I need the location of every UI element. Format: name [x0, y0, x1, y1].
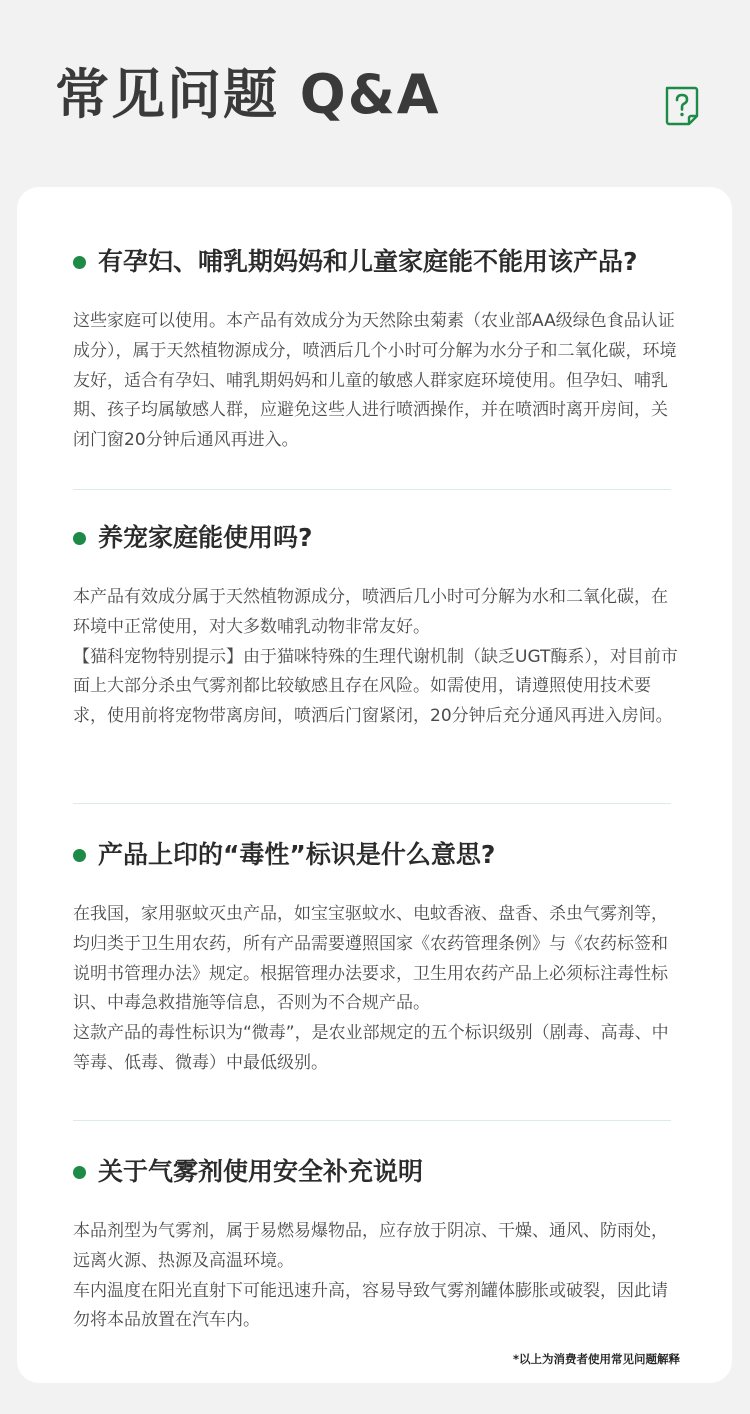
- faq-question-text: 有孕妇、哺乳期妈妈和儿童家庭能不能用该产品?: [98, 247, 638, 276]
- faq-question: [73, 247, 683, 277]
- divider: [73, 803, 671, 804]
- faq-question-text: 产品上印的“毒性”标识是什么意思?: [98, 840, 496, 869]
- bullet-dot-icon: [73, 256, 86, 269]
- faq-answer: [73, 583, 683, 732]
- faq-item-pregnant-children: [73, 247, 683, 456]
- faq-answer: [73, 307, 683, 456]
- divider: [73, 1120, 671, 1121]
- faq-question: [73, 840, 683, 870]
- faq-answer-paragraph: 本品剂型为气雾剂，属于易燃易爆物品，应存放于阴凉、干燥、通风、防雨处，远离火源、热源及高温环境。: [73, 1221, 668, 1271]
- faq-question-text: 养宠家庭能使用吗?: [98, 523, 313, 552]
- faq-answer-paragraph: 这些家庭可以使用。本产品有效成分为天然除虫菊素（农业部AA级绿色食品认证成分），属于天然植物源成分，喷洒后几个小时可分解为水分子和二氧化碳，环境友好，适合有孕妇、哺乳期妈妈和儿童的敏感人群家庭环境使用。但孕妇、哺乳期、孩子均属敏感人群，应避免这些人进行喷洒操作，并在喷洒时离开房间，关闭门窗20分钟后通风再进入。: [73, 311, 677, 451]
- faq-answer: [73, 900, 683, 1079]
- faq-question: [73, 523, 683, 553]
- faq-answer-paragraph: 车内温度在阳光直射下可能迅速升高，容易导致气雾剂罐体膨胀或破裂，因此请勿将本品放置在汽车内。: [73, 1280, 668, 1331]
- faq-question-text: 关于气雾剂使用安全补充说明: [98, 1157, 424, 1186]
- question-document-icon: [664, 86, 700, 126]
- faq-item-pets: [73, 523, 683, 732]
- bullet-dot-icon: [73, 849, 86, 862]
- faq-card: [17, 187, 732, 1383]
- faq-answer-paragraph: 在我国，家用驱蚊灭虫产品，如宝宝驱蚊水、电蚊香液、盘香、杀虫气雾剂等，均归类于卫生用农药，所有产品需要遵照国家《农药管理条例》与《农药标签和说明书管理办法》规定。根据管理办法要求，卫生用农药产品上必须标注毒性标识、中毒急救措施等信息，否则为不合规产品。: [73, 904, 668, 1014]
- faq-answer-paragraph: 本产品有效成分属于天然植物源成分，喷洒后几小时可分解为水和二氧化碳，在环境中正常使用，对大多数哺乳动物非常友好。: [73, 587, 668, 637]
- faq-question: [73, 1157, 683, 1187]
- faq-answer: [73, 1217, 683, 1336]
- bullet-dot-icon: [73, 1166, 86, 1179]
- faq-item-aerosol-safety: [73, 1157, 683, 1336]
- faq-answer-paragraph: 这款产品的毒性标识为“微毒”，是农业部规定的五个标识级别（剧毒、高毒、中等毒、低毒、微毒）中最低级别。: [73, 1023, 669, 1073]
- divider: [73, 489, 671, 490]
- faq-answer-paragraph: 【猫科宠物特别提示】由于猫咪特殊的生理代谢机制（缺乏UGT酶系），对目前市面上大部分杀虫气雾剂都比较敏感且存在风险。如需使用，请遵照使用技术要求，使用前将宠物带离房间，喷洒后门窗紧闭，20分钟后充分通风再进入房间。: [73, 646, 678, 727]
- faq-item-toxicity-label: [73, 840, 683, 1079]
- footnote: *以上为消费者使用常见问题解释: [512, 1352, 680, 1366]
- bullet-dot-icon: [73, 532, 86, 545]
- page-title: 常见问题 Q&A: [55, 63, 441, 126]
